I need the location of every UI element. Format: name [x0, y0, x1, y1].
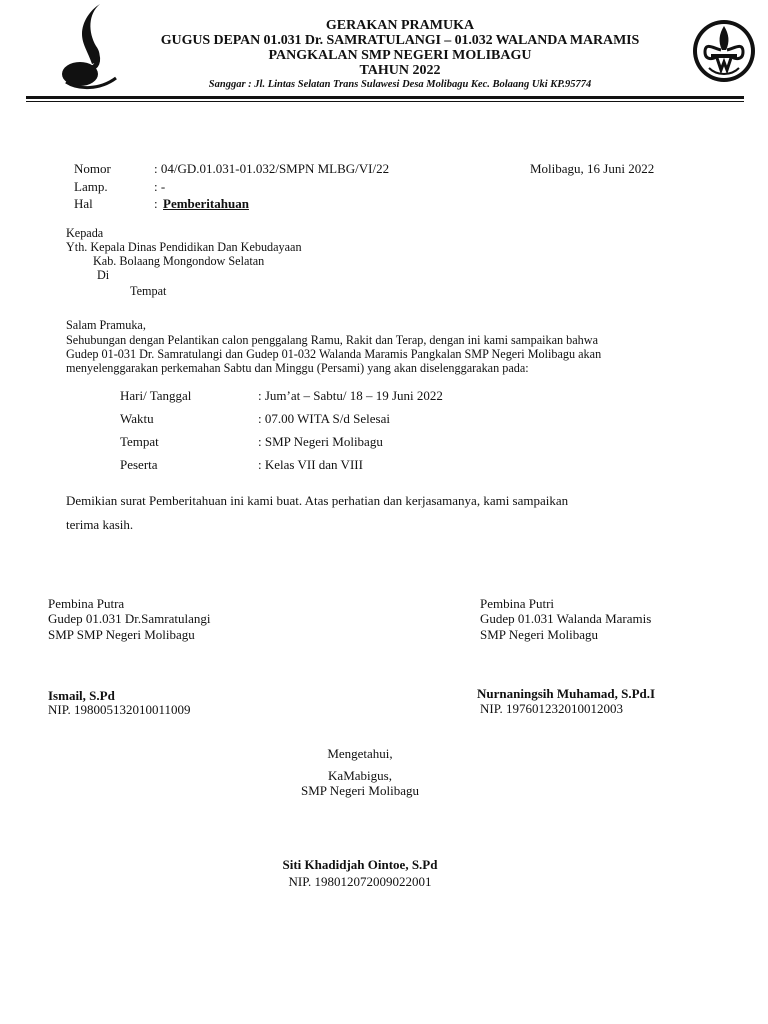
center-signer-nip: NIP. 198012072009022001	[288, 874, 432, 889]
detail-value: : Jum’at – Sabtu/ 18 – 19 Juni 2022	[258, 388, 443, 403]
center-signer-name: Siti Khadidjah Ointoe, S.Pd	[282, 857, 438, 872]
right-signer-name: Nurnaningsih Muhamad, S.Pd.I	[477, 686, 656, 701]
fleur-de-lis-scout-emblem-icon	[691, 18, 757, 84]
right-signer-unit: Gudep 01.031 Walanda Maramis	[480, 611, 652, 626]
paragraph-line-3: menyelenggarakan perkemahan Sabtu dan Minggu (Persami) yang akan diselenggarakan pada:	[66, 361, 529, 375]
right-signer-school: SMP Negeri Molibagu	[480, 627, 598, 642]
paragraph-line-1: Sehubungan dengan Pelantikan calon penggalang Ramu, Rakit dan Terap, dengan ini kami sampaikan bahwa	[66, 333, 598, 347]
recipient-di: Di	[97, 268, 110, 282]
recipient-tempat: Tempat	[130, 284, 167, 298]
tunas-kelapa-logo-icon	[58, 2, 120, 92]
nomor-value: : 04/GD.01.031-01.032/SMPN MLBG/VI/22	[154, 161, 390, 176]
org-title: GERAKAN PRAMUKA	[325, 18, 475, 33]
paragraph-line-2: Gudep 01-031 Dr. Samratulangi dan Gudep 01-032 Walanda Maramis Pangkalan SMP Negeri Molibagu akan	[66, 347, 602, 361]
left-signer-role: Pembina Putra	[48, 596, 125, 611]
center-signer-school: SMP Negeri Molibagu	[301, 783, 419, 798]
closing-line-2: terima kasih.	[66, 517, 134, 532]
closing-line-1: Demikian surat Pemberitahuan ini kami buat. Atas perhatian dan kerjasamanya, kami sampaikan	[66, 493, 569, 508]
left-signer-nip: NIP. 198005132010011009	[48, 702, 191, 717]
detail-label: Tempat	[120, 434, 159, 449]
header-rule-thin	[26, 101, 744, 102]
detail-value: : SMP Negeri Molibagu	[258, 434, 383, 449]
left-signer-school: SMP SMP Negeri Molibagu	[48, 627, 195, 642]
right-signer-role: Pembina Putri	[480, 596, 555, 611]
left-signer-name: Ismail, S.Pd	[48, 688, 115, 703]
place-date: Molibagu, 16 Juni 2022	[530, 161, 655, 176]
detail-value: : 07.00 WITA S/d Selesai	[258, 411, 390, 426]
recipient-kab: Kab. Bolaang Mongondow Selatan	[93, 254, 265, 268]
hal-colon: :	[154, 196, 158, 211]
detail-value: : Kelas VII dan VIII	[258, 457, 363, 472]
nomor-label: Nomor	[74, 161, 111, 176]
right-signer-nip: NIP. 197601232010012003	[480, 701, 624, 716]
detail-label: Peserta	[120, 457, 158, 472]
left-signer-unit: Gudep 01.031 Dr.Samratulangi	[48, 611, 211, 626]
detail-label: Waktu	[120, 411, 154, 426]
salam: Salam Pramuka,	[66, 318, 146, 332]
hal-value: Pemberitahuan	[163, 196, 249, 211]
detail-label: Hari/ Tanggal	[120, 388, 192, 403]
hal-label: Hal	[74, 196, 93, 211]
recipient-yth: Yth. Kepala Dinas Pendidikan Dan Kebudayaan	[66, 240, 302, 254]
center-mengetahui: Mengetahui,	[327, 746, 393, 761]
header-rule-thick	[26, 96, 744, 99]
lamp-value: : -	[154, 179, 166, 194]
gudep-title: GUGUS DEPAN 01.031 Dr. SAMRATULANGI – 01.032 WALANDA MARAMIS	[160, 33, 640, 48]
lamp-label: Lamp.	[74, 179, 108, 194]
pangkalan-title: PANGKALAN SMP NEGERI MOLIBAGU	[268, 48, 532, 63]
center-signer-role: KaMabigus,	[328, 768, 392, 783]
kepada: Kepada	[66, 226, 104, 240]
year-title: TAHUN 2022	[359, 63, 441, 78]
address-line: Sanggar : Jl. Lintas Selatan Trans Sulawesi Desa Molibagu Kec. Bolaang Uki KP.95774	[208, 79, 592, 90]
